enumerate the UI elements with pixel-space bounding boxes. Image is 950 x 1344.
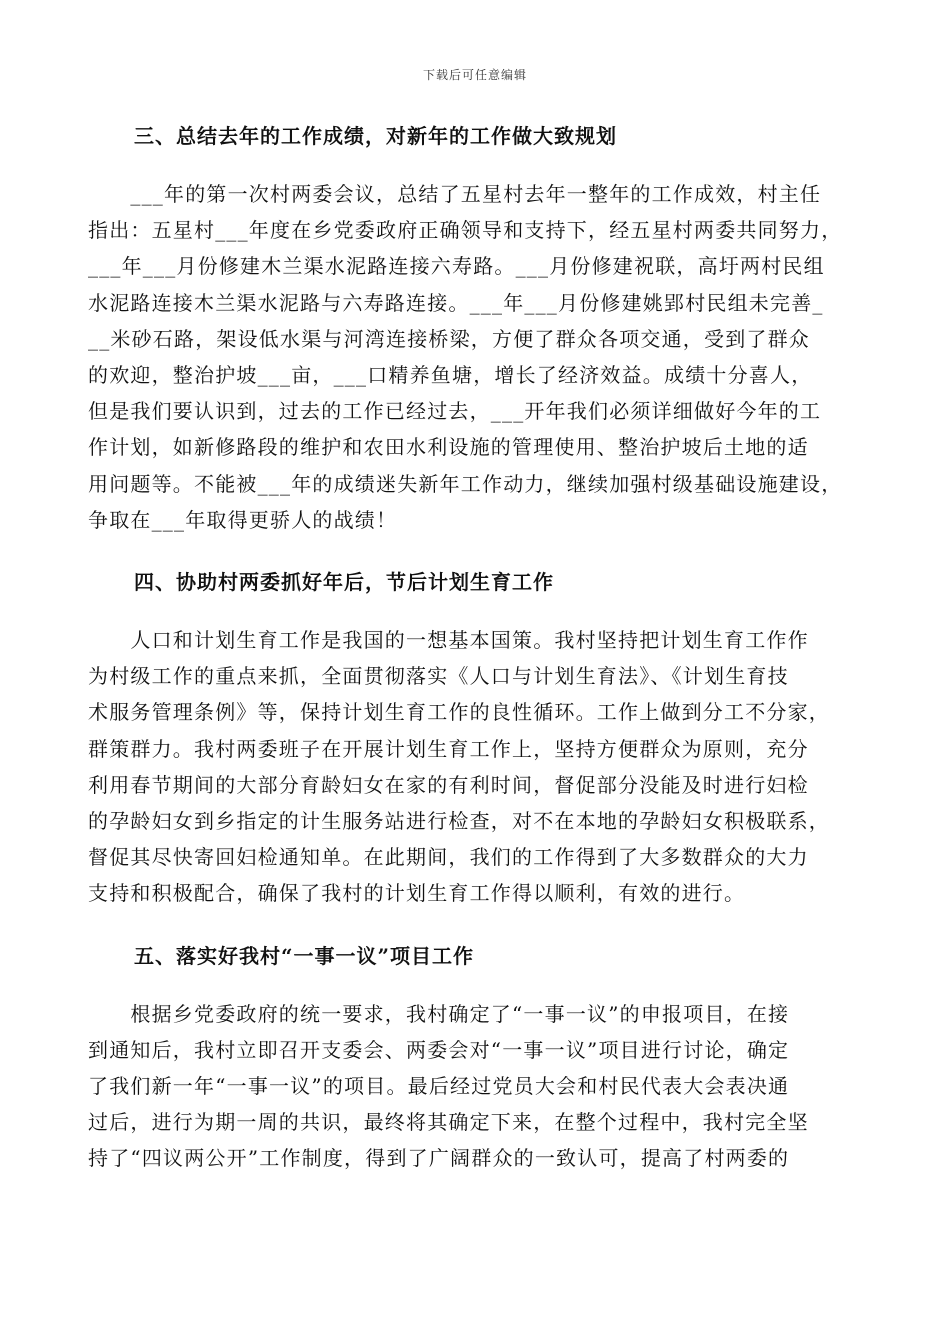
text-line: 作计划，如新修路段的维护和农田水利设施的管理使用、整治护坡后土地的适	[88, 435, 809, 460]
text-line: 持了“四议两公开”工作制度，得到了广阔群众的一致认可，提高了村两委的	[88, 1146, 790, 1171]
text-line: 利用春节期间的大部分育龄妇女在家的有利时间，督促部分没能及时进行妇检	[88, 772, 809, 797]
text-line: 指出：五星村___年度在乡党委政府正确领导和支持下，经五星村两委共同努力，	[88, 218, 843, 243]
header-note: 下载后可任意编辑	[422, 68, 527, 82]
text-line: 群策群力。我村两委班子在开展计划生育工作上，坚持方便群众为原则，充分	[88, 736, 809, 761]
text-line: 了我们新一年“一事一议”的项目。最后经过党员大会和村民代表大会表决通	[88, 1074, 790, 1099]
text-line: 根据乡党委政府的统一要求，我村确定了“一事一议”的申报项目，在接	[88, 1001, 790, 1026]
text-line: 督促其尽快寄回妇检通知单。在此期间，我们的工作得到了大多数群众的大力	[88, 845, 809, 870]
text-line: 的欢迎，整治护坡___亩，___口精养鱼塘，增长了经济效益。成绩十分喜人，	[88, 363, 813, 388]
text-line: 为村级工作的重点来抓，全面贯彻落实《人口与计划生育法》、《计划生育技	[88, 664, 789, 689]
section-paragraph-3	[88, 176, 868, 538]
section-paragraph-5	[88, 996, 868, 1177]
text-line: 到通知后，我村立即召开支委会、两委会对“一事一议”项目进行讨论，确定	[88, 1037, 790, 1062]
text-line: 术服务管理条例》等，保持计划生育工作的良性循环。工作上做到分工不分家，	[88, 700, 830, 725]
text-line: 过后，进行为期一周的共识，最终将其确定下来，在整个过程中，我村完全坚	[88, 1110, 809, 1135]
text-line: 人口和计划生育工作是我国的一想基本国策。我村坚持把计划生育工作作	[88, 628, 809, 653]
text-line: 支持和积极配合，确保了我村的计划生育工作得以顺利，有效的进行。	[88, 881, 746, 906]
section-paragraph-4	[88, 622, 868, 912]
text-line: 水泥路连接木兰渠水泥路与六寿路连接。___年___月份修建姚郢村民组未完善_	[88, 290, 824, 315]
section-heading-3: 三、总结去年的工作成绩，对新年的工作做大致规划	[134, 124, 617, 148]
text-line: ___年___月份修建木兰渠水泥路连接六寿路。___月份修建祝联，高圩两村民组	[88, 254, 825, 279]
text-line: ___年的第一次村两委会议，总结了五星村去年一整年的工作成效，村主任	[88, 182, 822, 206]
text-line: __米砂石路，架设低水渠与河湾连接桥梁，方便了群众各项交通，受到了群众	[88, 326, 810, 351]
text-line: 的孕龄妇女到乡指定的计生服务站进行检查，对不在本地的孕龄妇女积极联系，	[88, 809, 830, 834]
text-line: 争取在___年取得更骄人的战绩！	[88, 507, 398, 532]
section-heading-5: 五、落实好我村“一事一议”项目工作	[134, 943, 475, 968]
document-body	[88, 118, 868, 1177]
section-heading-4: 四、协助村两委抓好年后，节后计划生育工作	[134, 570, 554, 595]
text-line: 用问题等。不能被___年的成绩迷失新年工作动力，继续加强村级基础设施建设，	[88, 471, 843, 496]
text-line: 但是我们要认识到，过去的工作已经过去，___开年我们必须详细做好今年的工	[88, 399, 822, 424]
